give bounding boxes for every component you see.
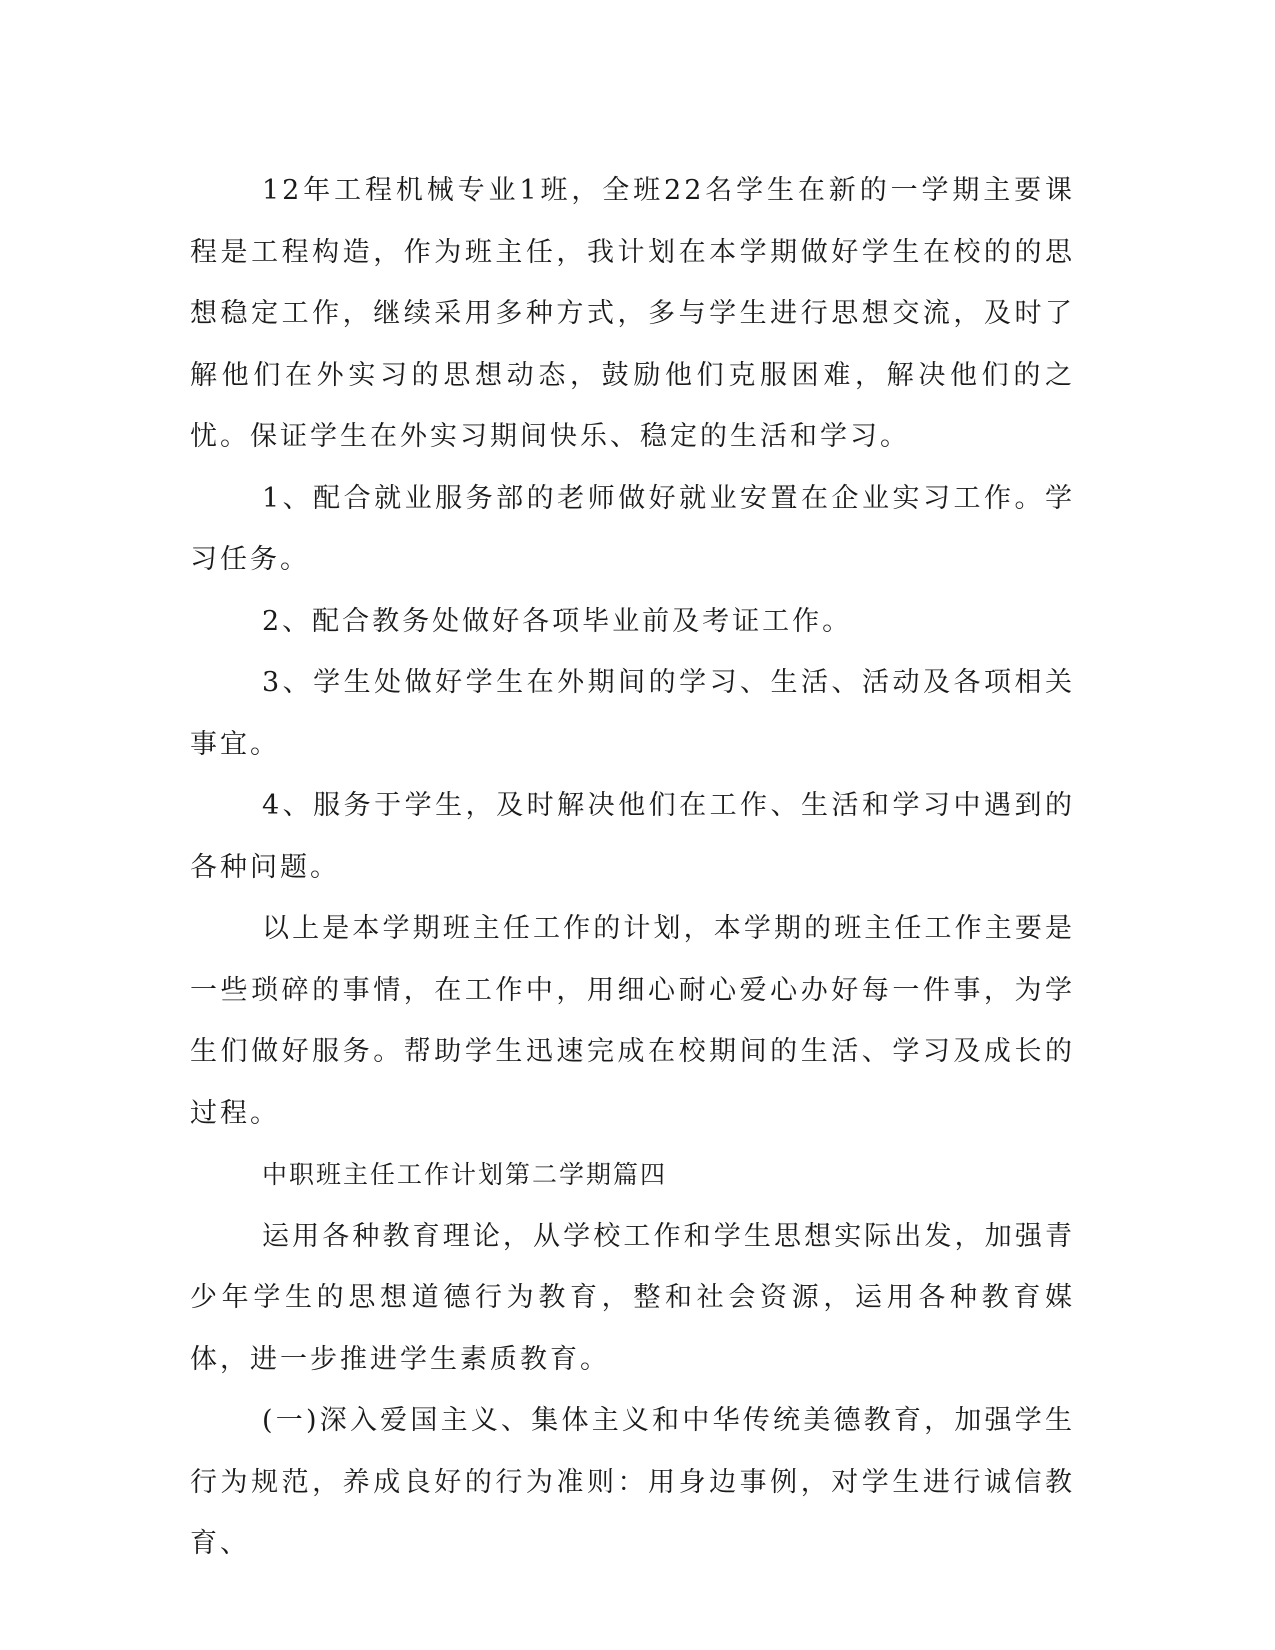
paragraph-section-item-1: (一)深入爱国主义、集体主义和中华传统美德教育，加强学生行为规范，养成良好的行为准则：用身边事例，对学生进行诚信教育、 <box>190 1405 1075 1559</box>
paragraph-item-2: 2、配合教务处做好各项毕业前及考证工作。 <box>262 605 853 637</box>
paragraph-item-4: 4、服务于学生，及时解决他们在工作、生活和学习中遇到的各种问题。 <box>190 790 1075 883</box>
paragraph-summary: 以上是本学期班主任工作的计划，本学期的班主任工作主要是一些琐碎的事情，在工作中，用细心耐心爱心办好每一件事，为学生们做好服务。帮助学生迅速完成在校期间的生活、学习及成长的过程。 <box>190 913 1075 1129</box>
paragraph-item-1: 1、配合就业服务部的老师做好就业安置在企业实习工作。学习任务。 <box>190 482 1075 575</box>
paragraph-item-3: 3、学生处做好学生在外期间的学习、生活、活动及各项相关事宜。 <box>190 667 1075 760</box>
paragraph-section-intro: 运用各种教育理论，从学校工作和学生思想实际出发，加强青少年学生的思想道德行为教育，整和社会资源，运用各种教育媒体，进一步推进学生素质教育。 <box>190 1220 1075 1375</box>
section-heading: 中职班主任工作计划第二学期篇四 <box>262 1160 668 1189</box>
paragraph-intro: 12年工程机械专业1班，全班22名学生在新的一学期主要课程是工程构造，作为班主任，我计划在本学期做好学生在校的的思想稳定工作，继续采用多种方式，多与学生进行思想交流，及时了解他们在外实习的思想动态，鼓励他们克服困难，解决他们的之忧。保证学生在外实习期间快乐、稳定的生活和学习。 <box>190 175 1075 452</box>
document-body <box>190 160 1075 1575</box>
